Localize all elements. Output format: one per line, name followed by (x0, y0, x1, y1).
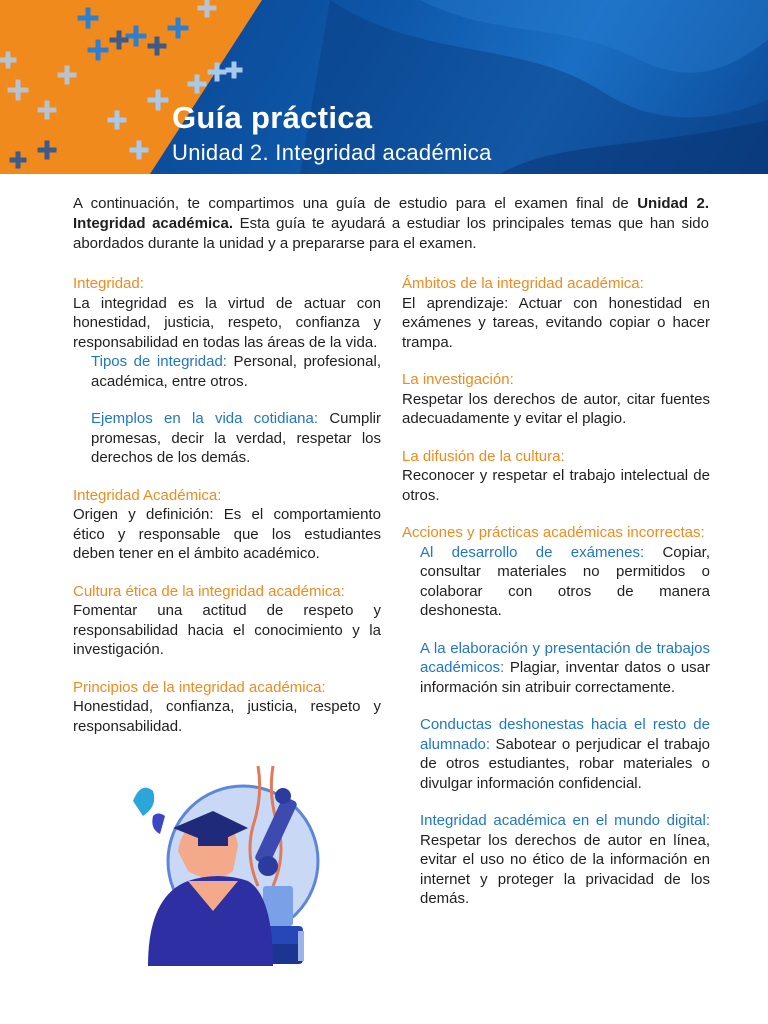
header-banner (0, 0, 768, 174)
student-illustration (118, 756, 328, 976)
section-title: La investigación: (402, 371, 514, 388)
section-integridad (73, 274, 381, 468)
section-title: Ámbitos de la integridad académica: (402, 275, 644, 292)
ejemplos-vida (73, 409, 381, 468)
section-text: El aprendizaje: Actuar con honestidad en exámenes y tareas, evitando copiar o hacer trampa. (402, 294, 710, 351)
ejemplos-text: Cumplir promesas, decir la verdad, respetar los derechos de los demás. (91, 410, 381, 466)
section-title: La difusión de la cultura: (402, 447, 565, 465)
right-column (402, 274, 710, 927)
item-text: Respetar los derechos de autor en línea, evitar el uso no ético de la información en internet y proteger la privacidad de los demás. (420, 831, 710, 907)
item-text: Sabotear o perjudicar el trabajo de otros estudiantes, robar materiales o divulgar información confidencial. (420, 735, 710, 792)
list-item (402, 811, 710, 909)
section-cultura-etica (73, 582, 381, 660)
section-title: Integridad: (73, 275, 144, 292)
section-title: Cultura ética de la integridad académica: (73, 582, 345, 600)
page-title: Guía práctica (172, 100, 373, 135)
page-subtitle: Unidad 2. Integridad académica (172, 140, 492, 165)
left-column (73, 274, 381, 754)
list-item (402, 543, 710, 621)
section-difusion (402, 447, 710, 506)
item-label: Integridad académica en el mundo digital: (420, 812, 710, 829)
section-integridad-academica (73, 486, 381, 564)
item-text: Plagiar, inventar datos o usar información sin atribuir correctamente. (420, 659, 710, 696)
section-principios (73, 678, 381, 737)
ejemplos-label: Ejemplos en la vida cotidiana: (91, 410, 319, 427)
tipos-label: Tipos de integridad: (91, 353, 227, 370)
list-item (402, 715, 710, 793)
section-acciones (402, 523, 710, 909)
section-text: Fomentar una actitud de respeto y responsabilidad hacia el conocimiento y la investigación. (73, 602, 381, 658)
intro-text-end: Esta guía te ayudará a estudiar los principales temas que han sido abordados durante la unidad y a prepararse para el examen. (73, 215, 709, 252)
section-ambitos (402, 274, 710, 352)
item-text: Copiar, consultar materiales no permitidos o colaborar con otros de manera deshonesta. (420, 543, 710, 619)
section-text: Reconocer y respetar el trabajo intelectual de otros. (402, 467, 710, 504)
intro-paragraph (73, 194, 709, 254)
list-item (402, 639, 710, 698)
tipos-integridad (73, 352, 381, 391)
intro-bold: Unidad 2. Integridad académica. (73, 195, 709, 232)
tipos-text: Personal, profesional, académica, entre otros. (91, 353, 381, 390)
section-text: La integridad es la virtud de actuar con honestidad, justicia, respeto, confianza y responsabilidad en todas las áreas de la vida. (73, 294, 381, 351)
section-text: Honestidad, confianza, justicia, respeto y responsabilidad. (73, 698, 381, 735)
section-title: Integridad Académica: (73, 486, 222, 504)
section-text: Respetar los derechos de autor, citar fuentes adecuadamente y evitar el plagio. (402, 390, 710, 427)
item-label: Conductas deshonestas hacia el resto de alumnado: (420, 716, 710, 753)
section-text: Origen y definición: Es el comportamiento ético y responsable que los estudiantes deben tener en el ámbito académico. (73, 506, 381, 562)
section-title: Acciones y prácticas académicas incorrectas: (402, 524, 705, 541)
section-investigacion (402, 370, 710, 429)
section-title: Principios de la integridad académica: (73, 678, 326, 696)
item-label: Al desarrollo de exámenes: (420, 543, 645, 561)
item-label: A la elaboración y presentación de trabajos académicos: (420, 639, 710, 676)
intro-text: A continuación, te compartimos una guía de estudio para el examen final de (73, 195, 638, 212)
